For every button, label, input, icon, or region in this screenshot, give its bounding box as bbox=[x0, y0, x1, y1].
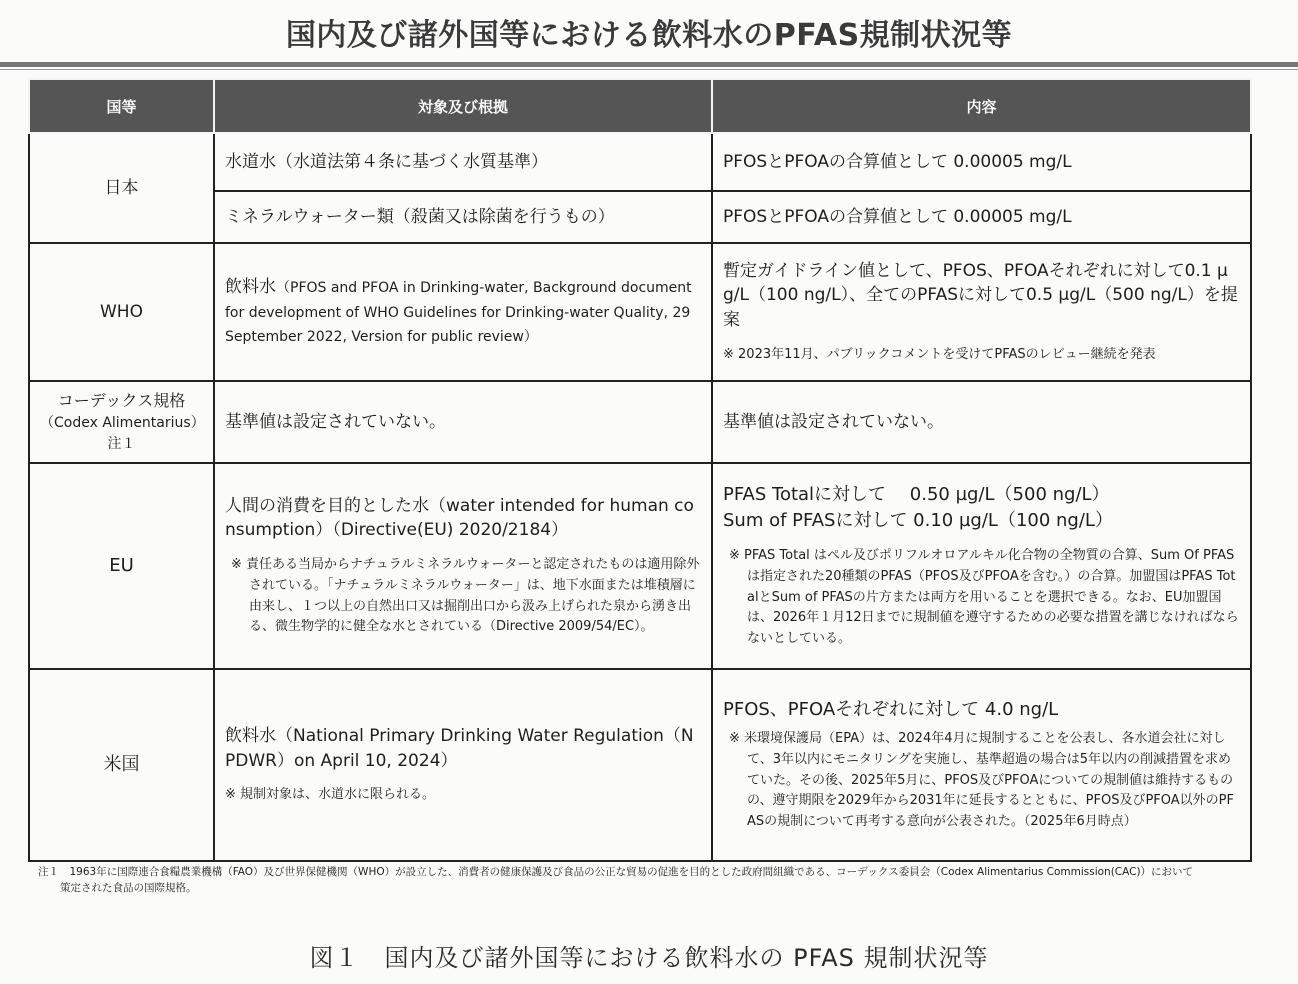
japan-content-1: PFOSとPFOAの合算値として 0.00005 mg/L bbox=[712, 133, 1251, 191]
eu-target-main: 人間の消費を目的とした水（water intended for human consumption）（Directive(EU) 2020/2184） bbox=[225, 495, 694, 541]
codex-content: 基準値は設定されていない。 bbox=[712, 381, 1251, 463]
page-title: 国内及び諸外国等における飲料水のPFAS規制状況等 bbox=[285, 18, 1013, 53]
us-target bbox=[214, 669, 712, 861]
who-target-main: 飲料水 bbox=[225, 276, 276, 297]
table-row bbox=[29, 669, 1251, 861]
japan-target-2: ミネラルウォーター類（殺菌又は除菌を行うもの） bbox=[214, 191, 712, 243]
us-target-note: ※ 規制対象は、水道水に限られる。 bbox=[225, 787, 436, 803]
japan-content-2: PFOSとPFOAの合算値として 0.00005 mg/L bbox=[712, 191, 1251, 243]
eu-target-note: ※ 責任ある当局からナチュラルミネラルウォーターと認定されたものは適用除外されている。「ナチュラルミネラルウォーター」は、地下水面または堆積層に由来し、１つ以上の自然出口又は掘削出口から汲み上げられた泉から湧き出る、微生物学的に健全な水とされている（Directive 2009/54/EC）。 bbox=[231, 557, 700, 635]
who-target bbox=[214, 243, 712, 381]
eu-content-note: ※ PFAS Total はペル及びポリフルオロアルキル化合物の全物質の合算、Sum Of PFASは指定された20種類のPFAS（PFOS及びPFOAを含む。）の合算。加盟国はPFAS TotalとSum of PFASの片方または両方を用いることを選択できる。なお、EU加盟国は、2026年１月12日までに規制値を遵守するための必要な措置を講じなければならないとしている。 bbox=[729, 548, 1239, 647]
codex-note-ref: 注１ bbox=[107, 436, 136, 452]
eu-content bbox=[712, 463, 1251, 669]
eu-target bbox=[214, 463, 712, 669]
japan-target-1: 水道水（水道法第４条に基づく水質基準） bbox=[214, 133, 712, 191]
who-content-note: ※ 2023年11月、パブリックコメントを受けてPFASのレビュー継続を発表 bbox=[723, 346, 1156, 362]
footnote-line1: 注１ 1963年に国際連合食糧農業機構（FAO）及び世界保健機関（WHO）が設立した、消費者の健康保護及び食品の公正な貿易の促進を目的とした政府間組織である、コーデックス委員会（Codex Alimentarius Commission(CAC)）において bbox=[38, 866, 1194, 878]
table-header-row bbox=[29, 79, 1251, 133]
footnote-line2: 策定された食品の国際規格。 bbox=[60, 882, 197, 895]
pfas-regulation-table bbox=[28, 78, 1252, 862]
us-content-main: PFOS、PFOAそれぞれに対して 4.0 ng/L bbox=[723, 698, 1059, 720]
eu-content-line2: Sum of PFASに対して 0.10 µg/L（100 ng/L） bbox=[723, 510, 1113, 531]
header-target: 対象及び根拠 bbox=[214, 79, 712, 133]
who-target-ref: （PFOS and PFOA in Drinking-water, Background document for development of WHO Guidelines for Drinking-water Quality, 29 September 2022, Version for public review） bbox=[225, 279, 692, 346]
country-codex bbox=[29, 381, 214, 463]
footnote bbox=[38, 864, 1268, 897]
header-country: 国等 bbox=[29, 79, 214, 133]
figure-caption: 図１ 国内及び諸外国等における飲料水の PFAS 規制状況等 bbox=[309, 944, 989, 972]
who-content bbox=[712, 243, 1251, 381]
us-content-note: ※ 米環境保護局（EPA）は、2024年4月に規制することを公表し、各水道会社に対して、3年以内にモニタリングを実施し、基準超過の場合は5年以内の削減措置を求めていた。その後、2025年5月に、PFOS及びPFOAについての規制値は維持するものの、遵守期限を2029年から2031年に延長するとともに、PFOS及びPFOA以外のPFASの規制について再考する意向が公表された。（2025年6月時点） bbox=[729, 731, 1234, 830]
header-content: 内容 bbox=[712, 79, 1251, 133]
country-japan: 日本 bbox=[29, 133, 214, 243]
title-rule bbox=[0, 62, 1298, 67]
who-content-main: 暫定ガイドライン値として、PFOS、PFOAそれぞれに対して0.1 µg/L（100 ng/L）、全てのPFASに対して0.5 µg/L（500 ng/L）を提案 bbox=[723, 260, 1238, 330]
codex-name: コーデックス規格 bbox=[57, 391, 186, 410]
table-row bbox=[29, 243, 1251, 381]
us-target-main: 飲料水（National Primary Drinking Water Regulation（NPDWR）on April 10, 2024） bbox=[225, 725, 694, 771]
country-eu: EU bbox=[29, 463, 214, 669]
country-us: 米国 bbox=[29, 669, 214, 861]
codex-target: 基準値は設定されていない。 bbox=[214, 381, 712, 463]
table-row bbox=[29, 463, 1251, 669]
country-who: WHO bbox=[29, 243, 214, 381]
us-content bbox=[712, 669, 1251, 861]
table-row bbox=[29, 381, 1251, 463]
title-rule-thin bbox=[0, 69, 1298, 70]
table-row bbox=[29, 133, 1251, 191]
eu-content-line1: PFAS Totalに対して 0.50 µg/L（500 ng/L） bbox=[723, 483, 1110, 505]
codex-latin: （Codex Alimentarius） bbox=[40, 415, 205, 431]
